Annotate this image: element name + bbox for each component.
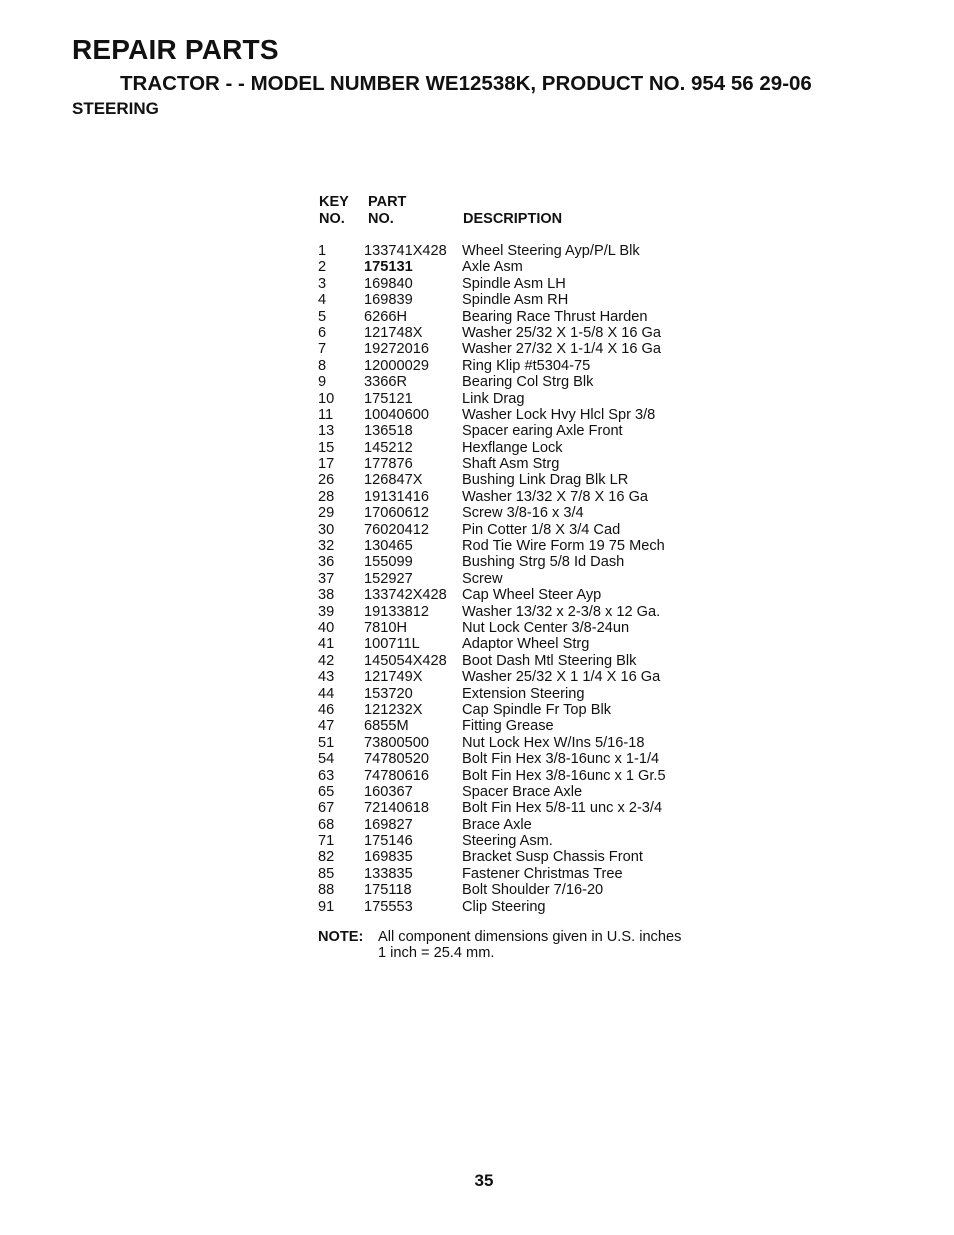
key-cell: 88 xyxy=(318,882,335,899)
note-line2: 1 inch = 25.4 mm. xyxy=(378,945,495,961)
header-key-line2: NO. xyxy=(319,211,345,227)
key-cell: 54 xyxy=(318,751,335,768)
part-number-cell: 73800500 xyxy=(364,734,429,751)
description-cell: Washer 13/32 X 7/8 X 16 Ga xyxy=(462,488,649,505)
key-cell: 17 xyxy=(318,456,335,473)
part-number-cell: 175121 xyxy=(364,390,413,407)
table-row xyxy=(318,292,758,308)
table-row xyxy=(318,522,758,538)
part-number-cell: 19131416 xyxy=(364,488,429,505)
part-number-cell: 169840 xyxy=(364,275,413,292)
key-cell: 68 xyxy=(318,816,335,833)
description-cell: Washer Lock Hvy Hlcl Spr 3/8 xyxy=(462,406,656,423)
part-number-cell: 121232X xyxy=(364,701,423,718)
description-cell: Bolt Fin Hex 3/8-16unc x 1-1/4 xyxy=(462,751,660,768)
key-cell: 9 xyxy=(318,374,327,391)
description-cell: Washer 25/32 X 1-5/8 X 16 Ga xyxy=(462,324,662,341)
key-cell: 39 xyxy=(318,603,335,620)
part-number-cell: 175131 xyxy=(364,259,413,276)
part-number-cell: 19272016 xyxy=(364,341,429,358)
key-cell: 37 xyxy=(318,570,335,587)
table-row xyxy=(318,636,758,652)
table-row xyxy=(318,849,758,865)
description-cell: Bearing Race Thrust Harden xyxy=(462,308,648,325)
part-number-cell: 169839 xyxy=(364,292,413,309)
description-cell: Rod Tie Wire Form 19 75 Mech xyxy=(462,538,665,555)
key-cell: 32 xyxy=(318,538,335,555)
table-row xyxy=(318,653,758,669)
part-number-cell: 10040600 xyxy=(364,406,429,423)
key-cell: 3 xyxy=(318,275,327,292)
table-row xyxy=(318,358,758,374)
table-row xyxy=(318,768,758,784)
key-cell: 47 xyxy=(318,718,335,735)
table-row xyxy=(318,505,758,521)
table-row xyxy=(318,702,758,718)
part-number-cell: 169827 xyxy=(364,816,413,833)
key-cell: 41 xyxy=(318,636,335,653)
description-cell: Extension Steering xyxy=(462,685,585,702)
description-cell: Axle Asm xyxy=(462,259,523,276)
note-label: NOTE: xyxy=(318,929,364,945)
table-row xyxy=(318,472,758,488)
model-subtitle: TRACTOR - - MODEL NUMBER WE12538K, PRODUCT NO. 954 56 29-06 xyxy=(120,72,812,95)
description-cell: Washer 27/32 X 1-1/4 X 16 Ga xyxy=(462,341,662,358)
key-cell: 28 xyxy=(318,488,335,505)
part-number-cell: 133741X428 xyxy=(364,243,447,259)
description-cell: Link Drag xyxy=(462,390,525,407)
description-cell: Nut Lock Center 3/8-24un xyxy=(462,619,630,636)
description-cell: Clip Steering xyxy=(462,898,546,915)
part-number-cell: 152927 xyxy=(364,570,413,587)
part-number-cell: 6855M xyxy=(364,718,409,735)
part-number-cell: 153720 xyxy=(364,685,413,702)
part-number-cell: 175118 xyxy=(364,882,412,899)
description-cell: Spindle Asm LH xyxy=(462,275,566,292)
part-number-cell: 126847X xyxy=(364,472,423,489)
table-row xyxy=(318,407,758,423)
description-cell: Screw 3/8-16 x 3/4 xyxy=(462,505,584,522)
key-cell: 8 xyxy=(318,357,327,374)
key-cell: 26 xyxy=(318,472,335,489)
key-cell: 46 xyxy=(318,701,335,718)
key-cell: 85 xyxy=(318,865,335,882)
note-line1: All component dimensions given in U.S. inches xyxy=(378,929,682,945)
table-row xyxy=(318,735,758,751)
key-cell: 7 xyxy=(318,341,327,358)
part-number-cell: 74780520 xyxy=(364,751,429,768)
header-part-line1: PART xyxy=(368,194,407,210)
key-cell: 43 xyxy=(318,669,335,686)
description-cell: Cap Spindle Fr Top Blk xyxy=(462,701,611,718)
table-row xyxy=(318,686,758,702)
section-title: STEERING xyxy=(72,99,159,118)
key-cell: 2 xyxy=(318,259,327,276)
description-cell: Bolt Fin Hex 5/8-11 unc x 2-3/4 xyxy=(462,800,663,817)
part-number-cell: 133742X428 xyxy=(364,587,447,604)
key-cell: 65 xyxy=(318,783,335,800)
part-number-cell: 76020412 xyxy=(364,521,429,538)
description-cell: Bushing Link Drag Blk LR xyxy=(462,472,629,489)
part-number-cell: 130465 xyxy=(364,538,413,555)
description-cell: Bracket Susp Chassis Front xyxy=(462,849,643,866)
description-cell: Spindle Asm RH xyxy=(462,292,569,309)
part-number-cell: 7810H xyxy=(364,619,408,636)
description-cell: Screw xyxy=(462,570,503,587)
part-number-cell: 177876 xyxy=(364,456,413,473)
parts-table-header xyxy=(318,194,758,236)
part-number-cell: 175146 xyxy=(364,833,413,850)
header-part-line2: NO. xyxy=(368,211,394,227)
table-row xyxy=(318,833,758,849)
table-row xyxy=(318,341,758,357)
part-number-cell: 169835 xyxy=(364,849,413,866)
key-cell: 63 xyxy=(318,767,335,784)
table-row xyxy=(318,440,758,456)
table-row xyxy=(318,489,758,505)
part-number-cell: 155099 xyxy=(364,554,413,571)
page-title: REPAIR PARTS xyxy=(72,34,279,65)
key-cell: 1 xyxy=(318,243,327,259)
description-cell: Spacer Brace Axle xyxy=(462,783,583,800)
description-cell: Brace Axle xyxy=(462,816,532,833)
key-cell: 15 xyxy=(318,439,335,456)
key-cell: 4 xyxy=(318,292,327,309)
part-number-cell: 136518 xyxy=(364,423,413,440)
description-cell: Washer 13/32 x 2-3/8 x 12 Ga. xyxy=(462,603,661,620)
table-row xyxy=(318,587,758,603)
key-cell: 38 xyxy=(318,587,335,604)
description-cell: Washer 25/32 X 1 1/4 X 16 Ga xyxy=(462,669,661,686)
key-cell: 5 xyxy=(318,308,327,325)
table-row xyxy=(318,866,758,882)
key-cell: 40 xyxy=(318,619,335,636)
key-cell: 71 xyxy=(318,833,335,850)
page-number: 35 xyxy=(474,1171,494,1190)
description-cell: Hexflange Lock xyxy=(462,439,563,456)
table-row xyxy=(318,325,758,341)
description-cell: Steering Asm. xyxy=(462,833,553,850)
header-key-line1: KEY xyxy=(319,194,349,210)
description-cell: Bolt Fin Hex 3/8-16unc x 1 Gr.5 xyxy=(462,767,666,784)
description-cell: Shaft Asm Strg xyxy=(462,456,560,473)
part-number-cell: 17060612 xyxy=(364,505,429,522)
table-row xyxy=(318,309,758,325)
table-row xyxy=(318,391,758,407)
part-number-cell: 72140618 xyxy=(364,800,429,817)
table-row xyxy=(318,784,758,800)
description-cell: Bushing Strg 5/8 Id Dash xyxy=(462,554,625,571)
description-cell: Cap Wheel Steer Ayp xyxy=(462,587,602,604)
table-row xyxy=(318,276,758,292)
key-cell: 10 xyxy=(318,390,335,407)
table-row xyxy=(318,243,758,259)
key-cell: 6 xyxy=(318,324,327,341)
key-cell: 67 xyxy=(318,800,335,817)
table-row xyxy=(318,259,758,275)
table-row xyxy=(318,374,758,390)
key-cell: 44 xyxy=(318,685,335,702)
description-cell: Bearing Col Strg Blk xyxy=(462,374,594,391)
description-cell: Fastener Christmas Tree xyxy=(462,865,623,882)
part-number-cell: 6266H xyxy=(364,308,408,325)
description-cell: Ring Klip #t5304-75 xyxy=(462,357,591,374)
description-cell: Fitting Grease xyxy=(462,718,554,735)
table-row xyxy=(318,554,758,570)
description-cell: Adaptor Wheel Strg xyxy=(462,636,590,653)
key-cell: 30 xyxy=(318,521,335,538)
part-number-cell: 145212 xyxy=(364,439,413,456)
table-row xyxy=(318,538,758,554)
key-cell: 51 xyxy=(318,734,335,751)
table-row xyxy=(318,751,758,767)
description-cell: Spacer earing Axle Front xyxy=(462,423,623,440)
key-cell: 29 xyxy=(318,505,335,522)
table-row xyxy=(318,604,758,620)
table-row xyxy=(318,456,758,472)
parts-table-body xyxy=(318,243,758,915)
part-number-cell: 160367 xyxy=(364,783,413,800)
description-cell: Pin Cotter 1/8 X 3/4 Cad xyxy=(462,521,621,538)
description-cell: Wheel Steering Ayp/P/L Blk xyxy=(462,243,640,259)
part-number-cell: 74780616 xyxy=(364,767,429,784)
part-number-cell: 19133812 xyxy=(364,603,429,620)
part-number-cell: 175553 xyxy=(364,898,413,915)
table-row xyxy=(318,800,758,816)
key-cell: 82 xyxy=(318,849,335,866)
part-number-cell: 133835 xyxy=(364,865,413,882)
header-description: DESCRIPTION xyxy=(463,211,563,227)
part-number-cell: 121748X xyxy=(364,324,423,341)
table-row xyxy=(318,899,758,915)
table-row xyxy=(318,718,758,734)
description-cell: Nut Lock Hex W/Ins 5/16-18 xyxy=(462,734,645,751)
table-row xyxy=(318,669,758,685)
table-row xyxy=(318,571,758,587)
part-number-cell: 3366R xyxy=(364,374,408,391)
part-number-cell: 12000029 xyxy=(364,357,429,374)
key-cell: 36 xyxy=(318,554,335,571)
table-row xyxy=(318,817,758,833)
key-cell: 11 xyxy=(318,406,334,423)
key-cell: 13 xyxy=(318,423,335,440)
table-row xyxy=(318,423,758,439)
part-number-cell: 121749X xyxy=(364,669,423,686)
part-number-cell: 100711L xyxy=(364,636,420,653)
key-cell: 91 xyxy=(318,898,335,915)
parts-table xyxy=(318,194,758,915)
table-row xyxy=(318,882,758,898)
description-cell: Boot Dash Mtl Steering Blk xyxy=(462,652,637,669)
description-cell: Bolt Shoulder 7/16-20 xyxy=(462,882,604,899)
table-row xyxy=(318,620,758,636)
key-cell: 42 xyxy=(318,652,335,669)
part-number-cell: 145054X428 xyxy=(364,652,447,669)
